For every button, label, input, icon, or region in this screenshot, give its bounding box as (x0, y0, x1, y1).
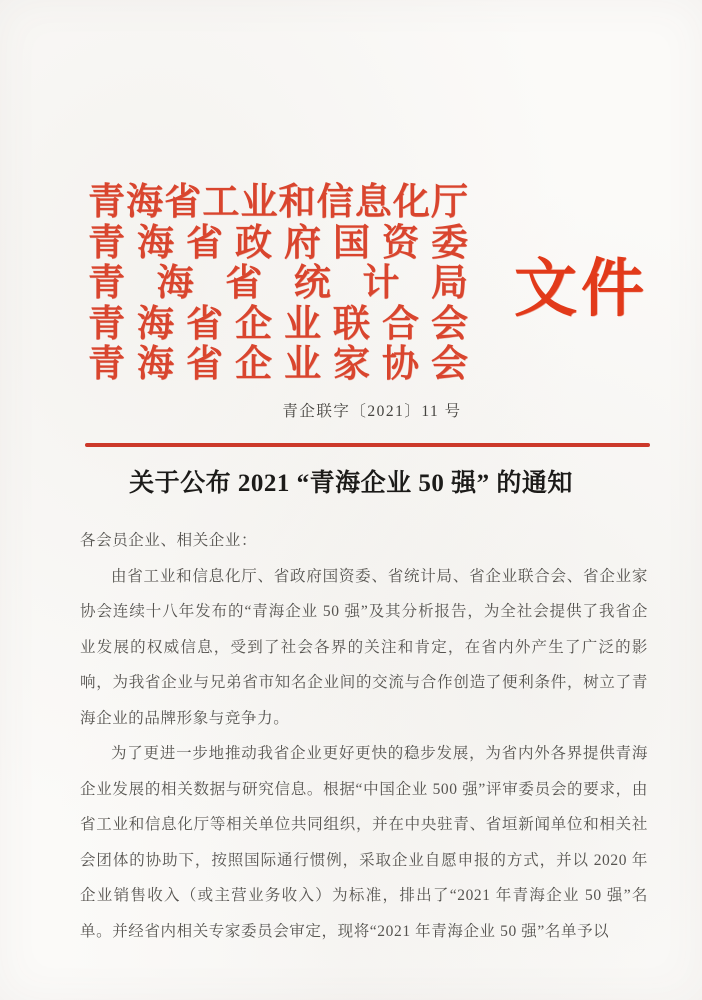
salutation: 各会员企业、相关企业： (80, 532, 258, 549)
agency-line-1: 青 海 省 工 业 和 信 息 化 厅 (88, 182, 468, 223)
agency-name-block (88, 183, 468, 386)
body-paragraph-2: 为了更进一步地推动我省企业更好更快的稳步发展，为省内外各界提供青海企业发展的相关数据与研究信息。根据“中国企业 500 强”评审委员会的要求，由省工业和信息化厅等相关单位共同组织，并在中央驻青、省垣新闻单位和相关社会团体的协助下，按照国际通行惯例，采取企业自愿申报的方式，并以 2020 年企业销售收入（或主营业务收入）为标准，排出了“2021 年青海企业 50 强”名单。并经省内相关专家委员会审定，现将“2021 年青海企业 50 强”名单予以 (80, 745, 648, 940)
agency-line-3: 青 海 省 统 计 局 (88, 263, 468, 304)
agency-line-4: 青 海 省 企 业 联 合 会 (88, 303, 468, 345)
document-title: 关于公布 2021 “青海企业 50 强” 的通知 (129, 470, 573, 497)
reference-number: 青企联字〔2021〕11 号 (282, 403, 462, 420)
red-divider-rule (85, 443, 650, 447)
doc-type-label: 文件 (514, 253, 648, 324)
body-paragraph-1: 由省工业和信息化厅、省政府国资委、省统计局、省企业联合会、省企业家协会连续十八年发布的“青海企业 50 强”及其分析报告，为全社会提供了我省企业发展的权威信息，受到了社会各界的关注和肯定，在省内外产生了广泛的影响，为我省企业与兄弟省市知名企业间的交流与合作创造了便利条件，树立了青海企业的品牌形象与竞争力。 (80, 567, 648, 727)
document-body (80, 523, 648, 949)
letterhead (88, 183, 648, 386)
agency-line-2: 青 海 省 政 府 国 资 委 (88, 222, 468, 264)
agency-line-5: 青 海 省 企 业 家 协 会 (88, 344, 468, 385)
